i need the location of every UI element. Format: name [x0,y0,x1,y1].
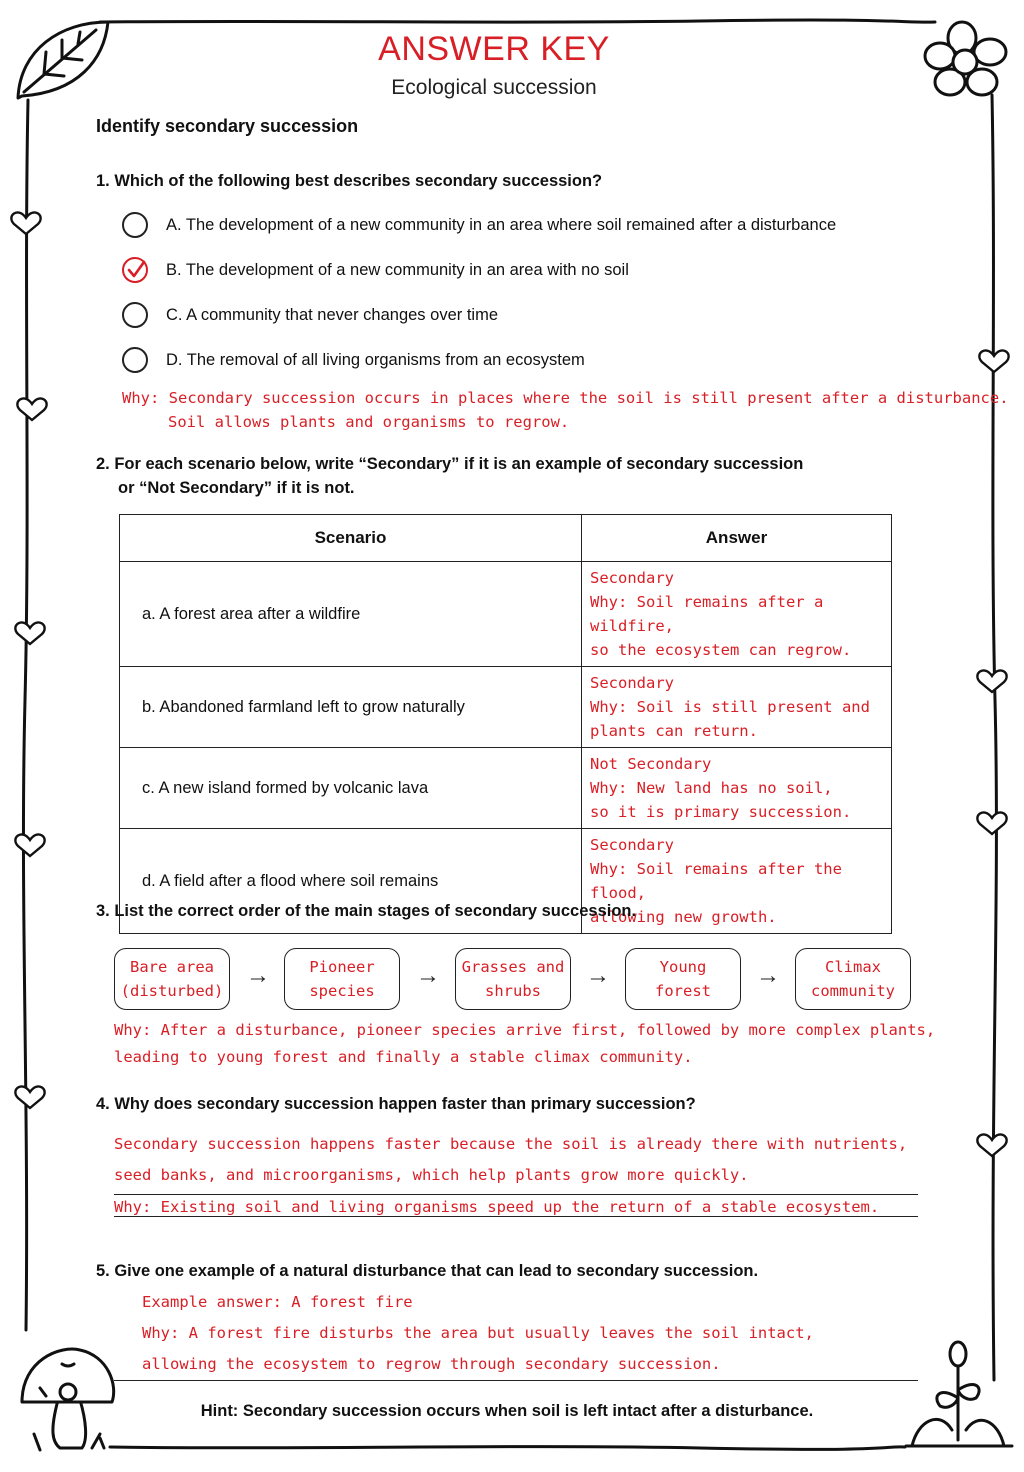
table-header-row [120,515,892,562]
stage-label: Pioneer [309,958,375,976]
answer-verdict: Secondary [590,836,674,854]
option-d[interactable] [122,345,585,375]
answer-why-cont: allowing new growth. [590,908,777,926]
stage-box-bare-area[interactable] [114,948,230,1010]
scenario-cell: c. A new island formed by volcanic lava [120,748,582,829]
scenario-cell: a. A forest area after a wildfire [120,562,582,667]
question-2-line-2: or “Not Secondary” if it is not. [118,479,355,497]
q4-answer-line-2[interactable]: seed banks, and microorganisms, which help plants grow more quickly. [114,1166,749,1184]
q5-example[interactable]: Example answer: A forest fire [142,1293,413,1311]
option-label: A. The development of a new community in an area where soil remained after a disturbance [166,215,837,234]
question-1: 1. Which of the following best describes secondary succession? [96,172,603,190]
scenario-cell: d. A field after a flood where soil remains [120,829,582,934]
answer-why: Why: New land has no soil, [590,779,833,797]
stage-label-cont: forest [655,982,711,1000]
question-2-line-1: 2. For each scenario below, write “Secondary” if it is an example of secondary succession [96,455,804,473]
q1-why-line-2: Soil allows plants and organisms to regrow. [168,413,570,431]
plant-icon [906,1342,1012,1446]
answer-why: Why: Soil remains after a wildfire, [590,593,824,635]
scenario-cell: b. Abandoned farmland left to grow naturally [120,667,582,748]
option-label: C. A community that never changes over time [166,305,498,324]
option-label: D. The removal of all living organisms from an ecosystem [166,350,585,369]
stage-label-cont: species [309,982,375,1000]
option-b[interactable] [122,255,629,285]
stage-box-grasses[interactable] [455,948,571,1010]
q4-why[interactable]: Why: Existing soil and living organisms speed up the return of a stable ecosystem. [114,1198,880,1216]
stage-label: Bare area [130,958,214,976]
checked-radio-icon[interactable] [122,257,148,283]
answer-verdict: Secondary [590,674,674,692]
radio-circle-icon[interactable] [122,347,148,373]
answer-cell[interactable] [582,667,892,748]
stage-box-young-forest[interactable] [625,948,741,1010]
answer-verdict: Not Secondary [590,755,712,773]
option-c[interactable] [122,300,498,330]
answer-line [114,1380,918,1381]
table-row [120,748,892,829]
answer-why-cont: so the ecosystem can regrow. [590,641,852,659]
hint-text: Hint: Secondary succession occurs when soil is left intact after a disturbance. [200,1402,814,1420]
option-a[interactable] [122,210,836,240]
q3-why-line-1: Why: After a disturbance, pioneer species arrive first, followed by more complex plants, [114,1021,936,1039]
stage-label-cont: shrubs [485,982,541,1000]
answer-line [114,1216,918,1217]
mushroom-icon [22,1349,114,1450]
answer-why-cont: plants can return. [590,722,758,740]
q5-why-line-2[interactable]: allowing the ecosystem to regrow through secondary succession. [142,1355,721,1373]
answer-line [114,1194,918,1195]
page-title: ANSWER KEY [378,30,610,68]
stage-label: Young [659,958,707,976]
section-heading: Identify secondary succession [96,116,359,136]
option-label: B. The development of a new community in an area with no soil [166,260,629,279]
stage-box-pioneer[interactable] [284,948,400,1010]
answer-verdict: Secondary [590,569,674,587]
table-row [120,562,892,667]
arrow-icon: → [416,962,440,989]
scenario-header: Scenario [120,515,582,562]
page-subtitle: Ecological succession [391,76,597,99]
arrow-icon: → [586,962,610,989]
radio-circle-icon[interactable] [122,212,148,238]
question-4: 4. Why does secondary succession happen faster than primary succession? [96,1095,696,1113]
scenario-table [119,514,892,934]
q1-why-line-1: Why: Secondary succession occurs in places where the soil is still present after a disturbance. [122,389,1009,407]
stage-label-cont: community [811,982,895,1000]
stage-box-climax[interactable] [795,948,911,1010]
stage-label-cont: (disturbed) [120,982,224,1000]
stage-label: Grasses and [461,958,565,976]
answer-cell[interactable] [582,748,892,829]
radio-circle-icon[interactable] [122,302,148,328]
answer-why-cont: so it is primary succession. [590,803,852,821]
q4-answer-line-1[interactable]: Secondary succession happens faster because the soil is already there with nutrients, [114,1135,908,1153]
answer-header: Answer [582,515,892,562]
question-3: 3. List the correct order of the main stages of secondary succession. [96,902,637,920]
question-5: 5. Give one example of a natural disturbance that can lead to secondary succession. [96,1262,759,1280]
q5-why-line-1[interactable]: Why: A forest fire disturbs the area but usually leaves the soil intact, [142,1324,814,1342]
stage-label: Climax [825,958,881,976]
arrow-icon: → [246,962,270,989]
q3-why-line-2: leading to young forest and finally a stable climax community. [114,1048,693,1066]
answer-why: Why: Soil is still present and [590,698,870,716]
answer-cell[interactable] [582,562,892,667]
answer-why: Why: Soil remains after the flood, [590,860,842,902]
table-row [120,667,892,748]
arrow-icon: → [756,962,780,989]
